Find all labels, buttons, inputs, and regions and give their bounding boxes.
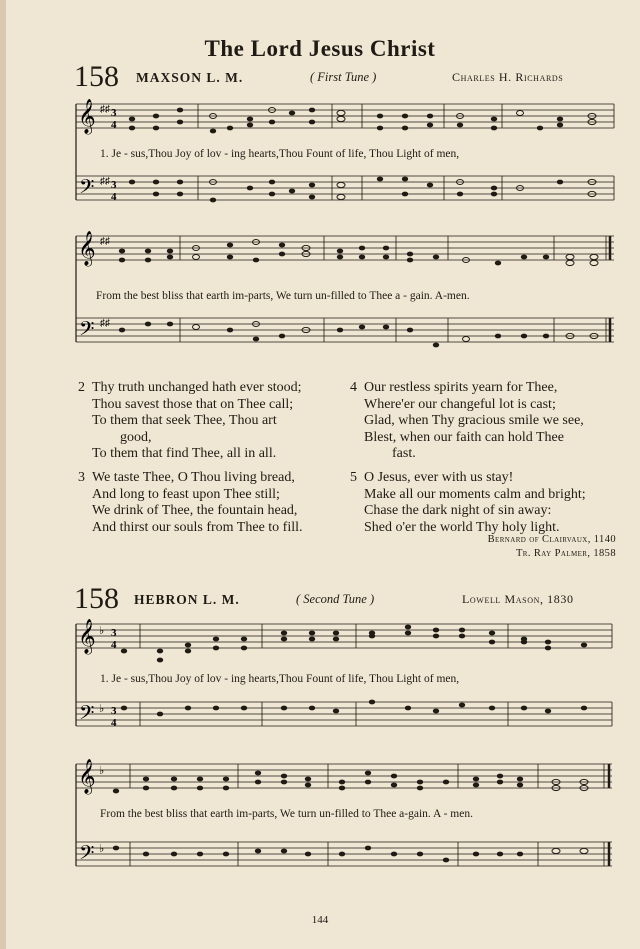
bass-clef-icon: 𝄢 — [79, 175, 95, 203]
svg-text:3: 3 — [111, 107, 117, 119]
svg-text:♯♯: ♯♯ — [100, 104, 110, 115]
translator-credit: Tr. Ray Palmer, 1858 — [515, 548, 616, 559]
lyric-line: From the best bliss that earth im-parts, We turn un-filled to Thee a-gain. A - men. — [100, 808, 473, 820]
page-number: 144 — [311, 914, 329, 926]
verse-line: Chase the dark night of sin away: — [364, 503, 552, 518]
lyric-line: 1. Je - sus,Thou Joy of lov - ing hearts,Thou Fount of life, Thou Light of men, — [100, 673, 460, 685]
author-credit: Bernard of Clairvaux, 1140 — [487, 534, 616, 545]
svg-text:♯♯: ♯♯ — [100, 176, 110, 187]
tune-note: ( Second Tune ) — [296, 592, 375, 606]
treble-clef-icon: 𝄞 — [78, 759, 96, 794]
svg-text:4: 4 — [111, 119, 117, 131]
verse-number: 2 — [78, 380, 85, 395]
composer: Charles H. Richards — [452, 70, 564, 84]
verse-number: 5 — [350, 470, 357, 485]
composer: Lowell Mason, 1830 — [462, 592, 574, 606]
svg-text:♭: ♭ — [99, 625, 105, 637]
tune-note: ( First Tune ) — [310, 70, 377, 84]
svg-text:3: 3 — [111, 705, 117, 717]
svg-text:♭: ♭ — [99, 765, 105, 777]
verse-line: To them that seek Thee, Thou art — [92, 413, 277, 428]
tune-name: HEBRON L. M. — [134, 592, 240, 607]
svg-text:♯♯: ♯♯ — [100, 236, 110, 247]
svg-text:3: 3 — [111, 179, 117, 191]
svg-text:♭: ♭ — [99, 703, 105, 715]
hymn-number: 158 — [74, 582, 119, 615]
svg-text:4: 4 — [111, 639, 117, 651]
verse-3 — [78, 470, 303, 536]
verse-number: 4 — [350, 380, 357, 395]
verse-line: Our restless spirits yearn for Thee, — [364, 380, 558, 395]
music-system-1 — [0, 100, 640, 220]
verse-line: fast. — [392, 446, 416, 461]
verse-line: O Jesus, ever with us stay! — [364, 470, 514, 485]
verse-line: Where'er our changeful lot is cast; — [364, 396, 556, 412]
lyric-line: From the best bliss that earth im-parts, We turn un-filled to Thee a - gain. A-men. — [96, 290, 470, 302]
svg-text:♯♯: ♯♯ — [100, 318, 110, 329]
treble-clef-icon: 𝄞 — [78, 619, 96, 654]
verse-number: 3 — [78, 470, 85, 485]
verse-line: Shed o'er the world Thy holy light. — [364, 519, 560, 535]
verse-4 — [350, 380, 584, 463]
lyric-line: 1. Je - sus,Thou Joy of lov - ing hearts,Thou Fount of life, Thou Light of men, — [100, 148, 460, 160]
section-title: The Lord Jesus Christ — [204, 36, 436, 61]
svg-text:4: 4 — [111, 191, 117, 203]
tune-name: MAXSON L. M. — [136, 70, 244, 85]
svg-text:4: 4 — [111, 717, 117, 729]
verse-line: We taste Thee, O Thou living bread, — [92, 470, 295, 485]
verse-line: Thou savest those that on Thee call; — [92, 396, 294, 412]
verse-line: We drink of Thee, the fountain head, — [92, 503, 298, 518]
bass-clef-icon: 𝄢 — [79, 841, 95, 869]
bass-clef-icon: 𝄢 — [79, 701, 95, 729]
verse-line: Blest, when our faith can hold Thee — [364, 429, 564, 445]
verse-line: And long to feast upon Thee still; — [92, 486, 280, 502]
svg-text:♭: ♭ — [99, 843, 105, 855]
verse-line: Make all our moments calm and bright; — [364, 486, 586, 502]
music-system-4 — [0, 760, 640, 880]
treble-clef-icon: 𝄞 — [78, 231, 96, 266]
svg-text:3: 3 — [111, 627, 117, 639]
bass-clef-icon: 𝄢 — [79, 317, 95, 345]
verse-line: good, — [120, 429, 152, 445]
treble-clef-icon: 𝄞 — [78, 99, 96, 134]
verse-line: Thy truth unchanged hath ever stood; — [92, 380, 302, 395]
verse-line: And thirst our souls from Thee to fill. — [92, 519, 303, 535]
verse-line: To them that find Thee, all in all. — [92, 446, 277, 461]
verse-2 — [78, 380, 302, 463]
hymn-number: 158 — [74, 60, 119, 93]
verse-line: Glad, when Thy gracious smile we see, — [364, 413, 584, 428]
verse-5 — [350, 470, 586, 536]
